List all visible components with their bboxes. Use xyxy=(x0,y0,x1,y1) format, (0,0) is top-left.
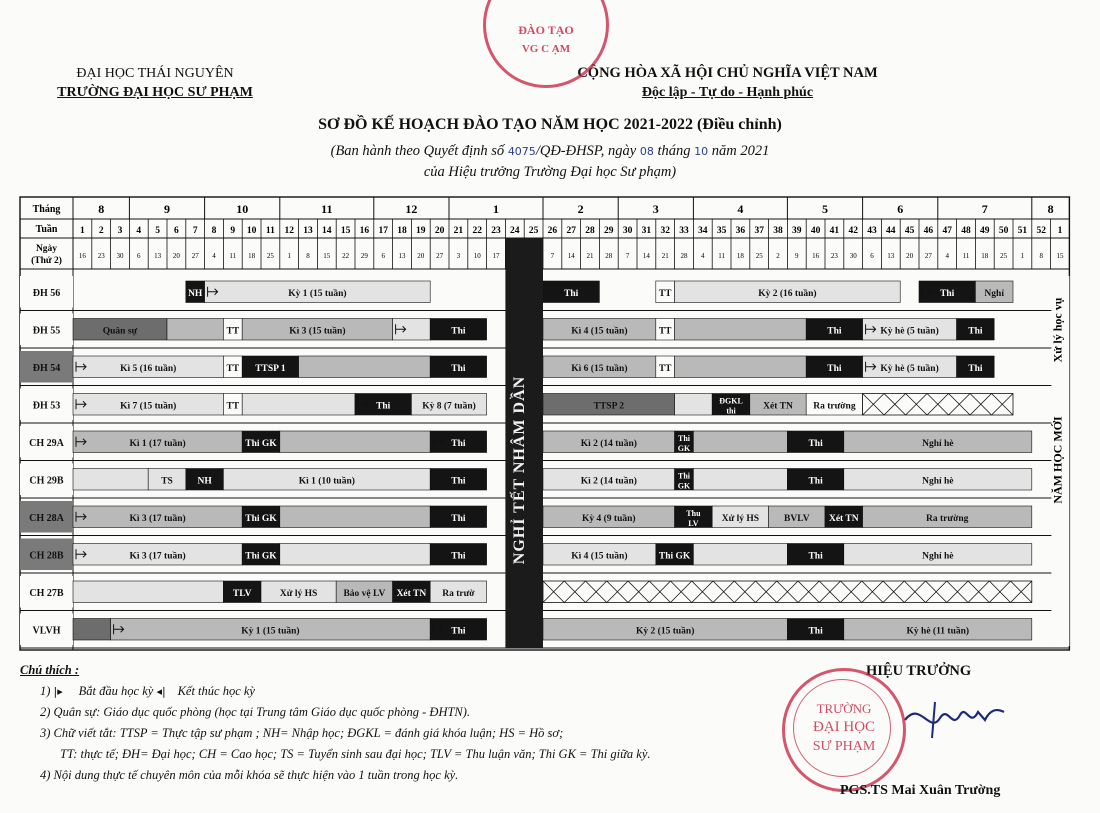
week-label-37: 37 xyxy=(754,226,764,236)
day-label-28: 21 xyxy=(586,252,594,260)
week-label-48: 48 xyxy=(961,226,971,236)
schedule-bar xyxy=(693,431,787,453)
subtitle-line-2: của Hiệu trưởng Trường Đại học Sư phạm) xyxy=(423,164,677,180)
schedule-bar xyxy=(280,431,430,453)
day-label-2: 23 xyxy=(97,252,105,260)
week-label-30: 30 xyxy=(622,226,633,236)
bar-label-6-3: Thi xyxy=(451,513,466,524)
bar-label-0-2: Thi xyxy=(564,288,579,299)
week-label-13: 13 xyxy=(303,226,313,236)
day-label-3: 30 xyxy=(116,252,124,260)
bar-label-2-0: Kì 5 (16 tuần) xyxy=(120,363,177,374)
day-label-23: 17 xyxy=(492,252,500,260)
week-label-10: 10 xyxy=(246,226,257,236)
side-label-new-year: NĂM HỌC MỚI xyxy=(1050,416,1065,504)
side-label-academic: Xử lý học vụ xyxy=(1050,297,1065,363)
row-label-8: CH 27B xyxy=(29,587,64,599)
schedule-bar xyxy=(675,356,807,378)
row-label-3: ĐH 53 xyxy=(32,400,61,412)
week-label-34: 34 xyxy=(698,226,708,236)
row-label-7: CH 28B xyxy=(29,550,64,562)
day-label-10: 18 xyxy=(248,252,256,260)
bar-label-2-6: TT xyxy=(658,363,672,374)
bar-label-6-6: Xử lý HS xyxy=(721,513,760,524)
day-label-38: 2 xyxy=(776,252,780,260)
bar-label-5-6: Thi xyxy=(677,471,691,481)
week-label-28: 28 xyxy=(585,226,595,236)
bar-label-8-1: TLV xyxy=(232,588,252,599)
bar-label-4-8: Nghỉ hè xyxy=(922,438,954,449)
schedule-bar xyxy=(280,544,430,566)
bar-label-0-4: Kỳ 2 (16 tuần) xyxy=(758,288,817,299)
week-label-6: 6 xyxy=(174,226,179,236)
week-label-19: 19 xyxy=(416,226,426,236)
month-label-1: 9 xyxy=(164,202,170,216)
week-label-45: 45 xyxy=(904,226,915,236)
decision-month: 10 xyxy=(694,145,709,158)
day-label-29: 28 xyxy=(605,252,613,260)
day-label-21: 3 xyxy=(456,252,461,260)
motto: Độc lập - Tự do - Hạnh phúc xyxy=(641,85,814,100)
bar-label-2-4: Thi xyxy=(451,363,466,374)
month-label-9: 5 xyxy=(822,202,828,216)
day-label-4: 6 xyxy=(137,252,141,260)
day-label-46: 27 xyxy=(924,252,932,260)
month-label-8: 4 xyxy=(737,202,744,216)
week-label-7: 7 xyxy=(192,226,198,236)
end-marker-icon: ◂| xyxy=(156,685,166,698)
week-label-22: 22 xyxy=(472,226,482,236)
bar-label2-4-5: GK xyxy=(677,443,691,453)
bar-label-3-0: Kì 7 (15 tuần) xyxy=(120,401,177,412)
day-label-1: 16 xyxy=(78,252,86,260)
bar-label-7-0: Kì 3 (17 tuần) xyxy=(129,551,186,562)
bar-label-6-5: Thu xyxy=(686,508,701,518)
month-label-7: 3 xyxy=(652,202,659,216)
note-3b: TT: thực tế; ĐH= Đại học; CH = Cao học; TS = Tuyển sinh sau đại học; TLV = Thu luận văn; Thi GK = Thi giữa kỳ. xyxy=(60,747,651,761)
week-label-21: 21 xyxy=(453,226,464,236)
week-label-49: 49 xyxy=(980,226,990,236)
schedule-bar xyxy=(167,319,223,341)
week-label-41: 41 xyxy=(829,226,840,236)
day-label-37: 25 xyxy=(755,252,763,260)
week-label-38: 38 xyxy=(773,226,783,236)
week-label-42: 42 xyxy=(848,226,858,236)
bar-label-8-4: Xét TN xyxy=(396,588,427,599)
row-label-4: CH 29A xyxy=(29,437,64,449)
week-label-3: 3 xyxy=(117,226,123,236)
week-label-26: 26 xyxy=(547,226,558,236)
day-label-40: 16 xyxy=(812,252,820,260)
bar-label-0-5: Thi xyxy=(940,288,955,299)
week-label-15: 15 xyxy=(340,226,351,236)
day-label-31: 14 xyxy=(642,252,650,260)
week-label-35: 35 xyxy=(716,226,727,236)
label-day-2: (Thứ 2) xyxy=(31,256,62,266)
bar-label-2-1: TT xyxy=(226,363,240,374)
notes xyxy=(20,660,651,786)
week-label-40: 40 xyxy=(810,226,821,236)
week-label-43: 43 xyxy=(867,226,877,236)
day-label-51: 1 xyxy=(1020,252,1025,260)
bar-label2-3-7: thi xyxy=(726,406,736,416)
day-label-7: 27 xyxy=(191,252,199,260)
bar-label-9-2: Thi xyxy=(451,626,466,637)
official-stamp xyxy=(782,668,906,792)
week-label-25: 25 xyxy=(528,226,539,236)
day-label-39: 9 xyxy=(795,252,799,260)
day-label-48: 11 xyxy=(962,252,970,260)
day-label-53: 15 xyxy=(1056,252,1064,260)
bar-label-8-5: Ra trườ xyxy=(442,588,475,599)
schedule-bar xyxy=(73,581,223,603)
bar-label-1-7: TT xyxy=(658,326,672,337)
week-label-47: 47 xyxy=(942,226,952,236)
day-label-32: 21 xyxy=(661,252,669,260)
bar-label-3-7: ĐGKL xyxy=(719,396,743,406)
bar-label-1-11: Thi xyxy=(968,326,983,337)
schedule-bar xyxy=(693,544,787,566)
day-label-52: 8 xyxy=(1039,252,1043,260)
bar-label-1-10: Kỳ hè (5 tuần) xyxy=(880,326,939,337)
week-label-23: 23 xyxy=(491,226,501,236)
bar-label-9-4: Thi xyxy=(808,626,823,637)
day-label-47: 4 xyxy=(945,252,949,260)
top-stamp-text-1: ĐÀO TẠO xyxy=(518,23,574,37)
schedule-bar xyxy=(675,394,713,416)
day-label-5: 13 xyxy=(154,252,162,260)
stamp-line-2: ĐẠI HỌC xyxy=(812,719,876,735)
bar-label-0-0: NH xyxy=(188,288,203,299)
month-label-0: 8 xyxy=(98,202,105,216)
label-week: Tuần xyxy=(35,224,58,235)
week-label-53: 1 xyxy=(1057,226,1063,236)
bar-label-5-4: Thi xyxy=(451,476,466,487)
day-label-6: 20 xyxy=(172,252,180,260)
week-label-51: 51 xyxy=(1017,226,1028,236)
day-label-13: 8 xyxy=(306,252,310,260)
note-4: 4) Nội dung thực tế chuyên môn của mỗi khóa sẽ thực hiện vào 1 tuần trong học kỳ. xyxy=(40,768,459,782)
month-label-6: 2 xyxy=(577,202,584,216)
schedule-bar xyxy=(675,319,807,341)
month-label-12: 8 xyxy=(1047,202,1054,216)
bar-label-5-1: TS xyxy=(161,476,173,487)
day-label-17: 6 xyxy=(381,252,385,260)
subtitle-part-1: (Ban hành theo Quyết định số xyxy=(330,143,505,159)
bar-label-6-7: BVLV xyxy=(784,513,810,524)
tet-holiday-label: NGHỈ TẾT NHÂM DẦN xyxy=(511,375,529,565)
week-label-31: 31 xyxy=(641,226,652,236)
day-label-36: 18 xyxy=(736,252,744,260)
schedule-bar xyxy=(73,469,148,491)
bar-label-3-8: Xét TN xyxy=(763,401,793,412)
day-label-33: 28 xyxy=(680,252,688,260)
bar-label-6-8: Xét TN xyxy=(828,513,859,524)
bar-label-3-1: TT xyxy=(226,401,240,412)
day-label-50: 25 xyxy=(1000,252,1008,260)
week-label-8: 8 xyxy=(211,226,217,236)
week-label-12: 12 xyxy=(284,226,294,236)
note-3a: 3) Chữ viết tắt: TTSP = Thực tập sư phạm ; NH= Nhập học; ĐGKL = đánh giá khóa luận; HS = Hồ sơ; xyxy=(40,726,564,740)
stamp-line-1: TRƯỜNG xyxy=(816,701,872,716)
bar-label-7-4: Kì 4 (15 tuần) xyxy=(571,551,628,562)
bar-label-1-2: TT xyxy=(226,326,240,337)
day-label-11: 25 xyxy=(266,252,274,260)
bar-label-4-0: Kì 1 (17 tuần) xyxy=(129,438,186,449)
week-label-24: 24 xyxy=(510,226,520,236)
bar-label-7-5: Thi GK xyxy=(658,551,691,562)
bar-label-7-1: Thi GK xyxy=(245,551,277,562)
bar-label-4-3: Thi xyxy=(451,438,466,449)
note-1-start: Bắt đầu học kỳ xyxy=(78,684,154,698)
bar-label2-6-5: LV xyxy=(688,518,699,528)
bar-label-1-9: Thi xyxy=(827,326,842,337)
bar-label-9-5: Kỳ hè (11 tuần) xyxy=(906,626,970,637)
week-label-9: 9 xyxy=(230,226,236,236)
day-label-43: 6 xyxy=(870,252,874,260)
week-label-16: 16 xyxy=(359,226,370,236)
note-1-end: Kết thúc học kỳ xyxy=(177,684,255,698)
bar-label-6-0: Kì 3 (17 tuần) xyxy=(129,513,186,524)
bar-label-0-6: Nghỉ xyxy=(984,288,1004,299)
bar-label-4-7: Thi xyxy=(808,438,823,449)
row-label-6: CH 28A xyxy=(29,512,64,524)
week-label-14: 14 xyxy=(322,226,332,236)
bar-label-8-2: Xử lý HS xyxy=(279,588,318,599)
bar-label-3-3: Thi xyxy=(376,401,391,412)
decision-day: 08 xyxy=(639,145,654,158)
day-label-19: 20 xyxy=(417,252,425,260)
bar-label-5-9: Nghỉ hè xyxy=(922,476,954,487)
bar-label-1-6: Kì 4 (15 tuần) xyxy=(571,326,628,337)
bar-label-7-8: Nghỉ hè xyxy=(922,551,954,562)
day-label-15: 22 xyxy=(342,252,350,260)
bar-label-2-5: Kì 6 (15 tuần) xyxy=(571,363,628,374)
day-label-30: 7 xyxy=(625,252,630,260)
week-label-29: 29 xyxy=(604,226,614,236)
subtitle-part-3: tháng xyxy=(657,143,691,159)
row-label-9: VLVH xyxy=(32,625,61,637)
day-label-42: 30 xyxy=(849,252,857,260)
week-label-50: 50 xyxy=(998,226,1009,236)
bar-label-1-5: Thi xyxy=(451,326,466,337)
week-label-33: 33 xyxy=(679,226,689,236)
week-label-4: 4 xyxy=(136,226,142,236)
schedule-bar xyxy=(73,619,111,641)
week-label-20: 20 xyxy=(434,226,445,236)
bar-label-2-2: TTSP 1 xyxy=(255,363,286,374)
day-label-49: 18 xyxy=(981,252,989,260)
signature-scribble xyxy=(900,690,1010,745)
start-marker-icon: |▸ xyxy=(53,685,63,698)
bar-label-9-3: Kỳ 2 (15 tuần) xyxy=(636,626,695,637)
week-label-52: 52 xyxy=(1036,226,1046,236)
month-label-11: 7 xyxy=(981,202,988,216)
bar-label-8-3: Bảo vệ LV xyxy=(343,588,386,599)
university-name: ĐẠI HỌC THÁI NGUYÊN xyxy=(76,66,234,81)
week-label-44: 44 xyxy=(886,226,896,236)
bar-label-3-5: TTSP 2 xyxy=(593,401,624,412)
day-label-14: 15 xyxy=(323,252,331,260)
row-label-5: CH 29B xyxy=(29,475,64,487)
day-label-45: 20 xyxy=(906,252,914,260)
bar-label-2-8: Thi xyxy=(827,363,842,374)
subtitle-part-4: năm 2021 xyxy=(711,143,770,159)
label-day-1: Ngày xyxy=(35,244,58,254)
week-label-17: 17 xyxy=(378,226,388,236)
note-1-number: 1) xyxy=(40,684,51,698)
week-label-11: 11 xyxy=(265,226,275,236)
bar-label-4-4: Kì 2 (14 tuần) xyxy=(580,438,637,449)
day-label-34: 4 xyxy=(701,252,705,260)
bar-label-4-1: Thi GK xyxy=(245,438,277,449)
stamp-line-3: SƯ PHẠM xyxy=(812,739,876,754)
day-label-20: 27 xyxy=(436,252,444,260)
day-label-8: 4 xyxy=(212,252,216,260)
day-label-27: 14 xyxy=(567,252,575,260)
bar-label-5-5: Kì 2 (14 tuần) xyxy=(580,476,637,487)
week-label-46: 46 xyxy=(923,226,934,236)
bar-label-2-9: Kỳ hè (5 tuần) xyxy=(880,363,939,374)
schedule-bar xyxy=(693,469,787,491)
top-stamp-text-2: VG C ẠM xyxy=(521,43,571,55)
bar-label-1-3: Kì 3 (15 tuần) xyxy=(289,326,346,337)
row-label-2: ĐH 54 xyxy=(32,362,61,374)
month-label-4: 12 xyxy=(405,202,418,216)
schedule-bar xyxy=(242,394,355,416)
decision-number: 4075 xyxy=(507,145,536,158)
bar-label-6-9: Ra trường xyxy=(926,513,969,524)
week-label-18: 18 xyxy=(397,226,407,236)
week-label-5: 5 xyxy=(155,226,160,236)
week-label-36: 36 xyxy=(735,226,746,236)
country-name: CỘNG HÒA XÃ HỘI CHỦ NGHĨA VIỆT NAM xyxy=(577,65,878,81)
day-label-9: 11 xyxy=(229,252,237,260)
note-1 xyxy=(20,681,651,702)
bar-label-5-3: Kì 1 (10 tuần) xyxy=(298,476,355,487)
bar-label-6-4: Kỳ 4 (9 tuần) xyxy=(582,513,636,524)
week-label-1: 1 xyxy=(80,226,85,236)
week-label-32: 32 xyxy=(660,226,670,236)
bar-label2-5-6: GK xyxy=(677,481,691,491)
row-label-0: ĐH 56 xyxy=(32,287,61,299)
bar-label-0-1: Kỳ 1 (15 tuần) xyxy=(288,288,347,299)
school-name: TRƯỜNG ĐẠI HỌC SƯ PHẠM xyxy=(57,85,253,100)
day-label-18: 13 xyxy=(398,252,406,260)
week-label-39: 39 xyxy=(792,226,802,236)
signature-title: HIỆU TRƯỞNG xyxy=(866,663,972,679)
bar-label-9-1: Kỳ 1 (15 tuần) xyxy=(241,626,300,637)
day-label-22: 10 xyxy=(473,252,481,260)
day-label-26: 7 xyxy=(550,252,555,260)
bar-label-7-3: Thi xyxy=(451,551,466,562)
schedule-bar xyxy=(280,506,430,528)
note-2: 2) Quân sự: Giáo dục quốc phòng (học tại Trung tâm Giáo dục quốc phòng - ĐHTN). xyxy=(40,705,471,719)
bar-label-4-5: Thi xyxy=(677,433,691,443)
bar-label-2-10: Thi xyxy=(968,363,983,374)
week-label-2: 2 xyxy=(98,226,104,236)
signer-name: PGS.TS Mai Xuân Trường xyxy=(840,783,1001,798)
bar-label-3-9: Ra trường xyxy=(813,401,856,412)
bar-label-3-4: Kỳ 8 (7 tuần) xyxy=(422,401,476,412)
bar-label-5-2: NH xyxy=(197,476,212,487)
document-title: SƠ ĐỒ KẾ HOẠCH ĐÀO TẠO NĂM HỌC 2021-2022 (Điều chỉnh) xyxy=(318,116,782,133)
month-label-10: 6 xyxy=(897,202,904,216)
month-label-3: 11 xyxy=(321,202,333,216)
month-label-2: 10 xyxy=(236,202,249,216)
day-label-35: 11 xyxy=(718,252,725,260)
bar-label-5-8: Thi xyxy=(808,476,823,487)
bar-label-1-0: Quân sự xyxy=(102,326,138,337)
schedule-bar xyxy=(299,356,431,378)
row-label-1: ĐH 55 xyxy=(32,325,61,337)
bar-label-0-3: TT xyxy=(658,288,672,299)
label-month: Tháng xyxy=(32,204,61,215)
bar-label-6-1: Thi GK xyxy=(245,513,277,524)
day-label-41: 23 xyxy=(830,252,838,260)
day-label-16: 29 xyxy=(360,252,368,260)
day-label-44: 13 xyxy=(887,252,895,260)
month-label-5: 1 xyxy=(493,202,499,216)
notes-heading: Chú thích : xyxy=(20,663,80,677)
bar-label-7-7: Thi xyxy=(808,551,823,562)
subtitle-part-2: /QĐ-ĐHSP, ngày xyxy=(535,143,637,159)
week-label-27: 27 xyxy=(566,226,576,236)
day-label-12: 1 xyxy=(287,252,291,260)
